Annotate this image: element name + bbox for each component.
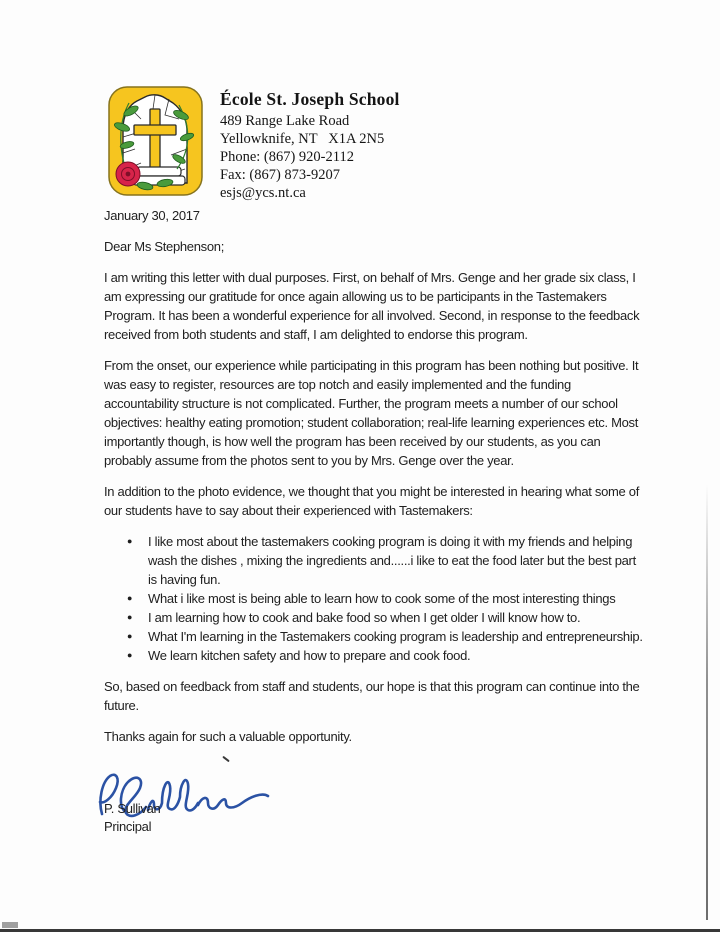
signer-title: Principal [104, 819, 152, 834]
thanks-line: Thanks again for such a valuable opportunity. [104, 729, 352, 744]
paragraph-3: In addition to the photo evidence, we thought that you might be interested in hearing what some of our students have to say about their experienced with Tastemakers: [104, 484, 640, 518]
student-quote-item: ● We learn kitchen safety and how to prepare and cook food. [148, 646, 644, 665]
address-line-1: 489 Range Lake Road [220, 113, 350, 129]
signature-block [104, 758, 644, 836]
letterhead-text [220, 85, 400, 202]
phone-line: Phone: (867) 920-2112 [220, 149, 354, 165]
student-quote-item: ● What I'm learning in the Tastemakers cooking program is leadership and entrepreneurship. [148, 627, 644, 646]
pen-tick-mark [222, 756, 230, 763]
letter-body [104, 206, 644, 836]
scan-edge-artifact-right [706, 484, 708, 920]
letterhead [107, 85, 400, 202]
student-quote-item: ● I am learning how to cook and bake food so when I get older I will know how to. [148, 608, 644, 627]
paragraph-1: I am writing this letter with dual purposes. First, on behalf of Mrs. Genge and her grade six class, I am expressing our gratitude for once again allowing us to be participants in the Tastemakers Program. It has been a wonderful experience for all involved. Second, in response to the feedback received from both students and staff, I am delighted to endorse this program. [104, 270, 640, 342]
paragraph-2: From the onset, our experience while participating in this program has been nothing but positive. It was easy to register, resources are top notch and easily implemented and the funding accountability structure is not complicated. Further, the program meets a number of our school objectives: healthy eating promotion; student collaboration; real-life learning experiences etc. Most importantly though, is how well the program has been received by our students, as you can probably assume from the photos sent to you by Mrs. Genge over the year. [104, 358, 639, 468]
letter-date: January 30, 2017 [104, 208, 200, 223]
school-logo-stained-glass-icon [107, 85, 204, 197]
closing-paragraph: So, based on feedback from staff and students, our hope is that this program can continue into the future. [104, 679, 640, 713]
email-line: esjs@ycs.nt.ca [220, 185, 306, 201]
student-quote-item: ● What i like most is being able to learn how to cook some of the most interesting things [148, 589, 644, 608]
school-name: École St. Joseph School [220, 89, 400, 109]
signer-name: P. Sullivan [104, 801, 161, 816]
student-quotes-list [104, 532, 644, 665]
student-quote-item: ● I like most about the tastemakers cooking program is doing it with my friends and helping wash the dishes , mixing the ingredients and......i like to eat the food later but the best part is having fun. [148, 532, 644, 589]
scan-mark-bottom-left [2, 922, 18, 928]
salutation: Dear Ms Stephenson; [104, 239, 225, 254]
fax-line: Fax: (867) 873-9207 [220, 167, 341, 183]
address-line-2: Yellowknife, NT X1A 2N5 [220, 131, 385, 147]
rose-icon [116, 162, 140, 186]
